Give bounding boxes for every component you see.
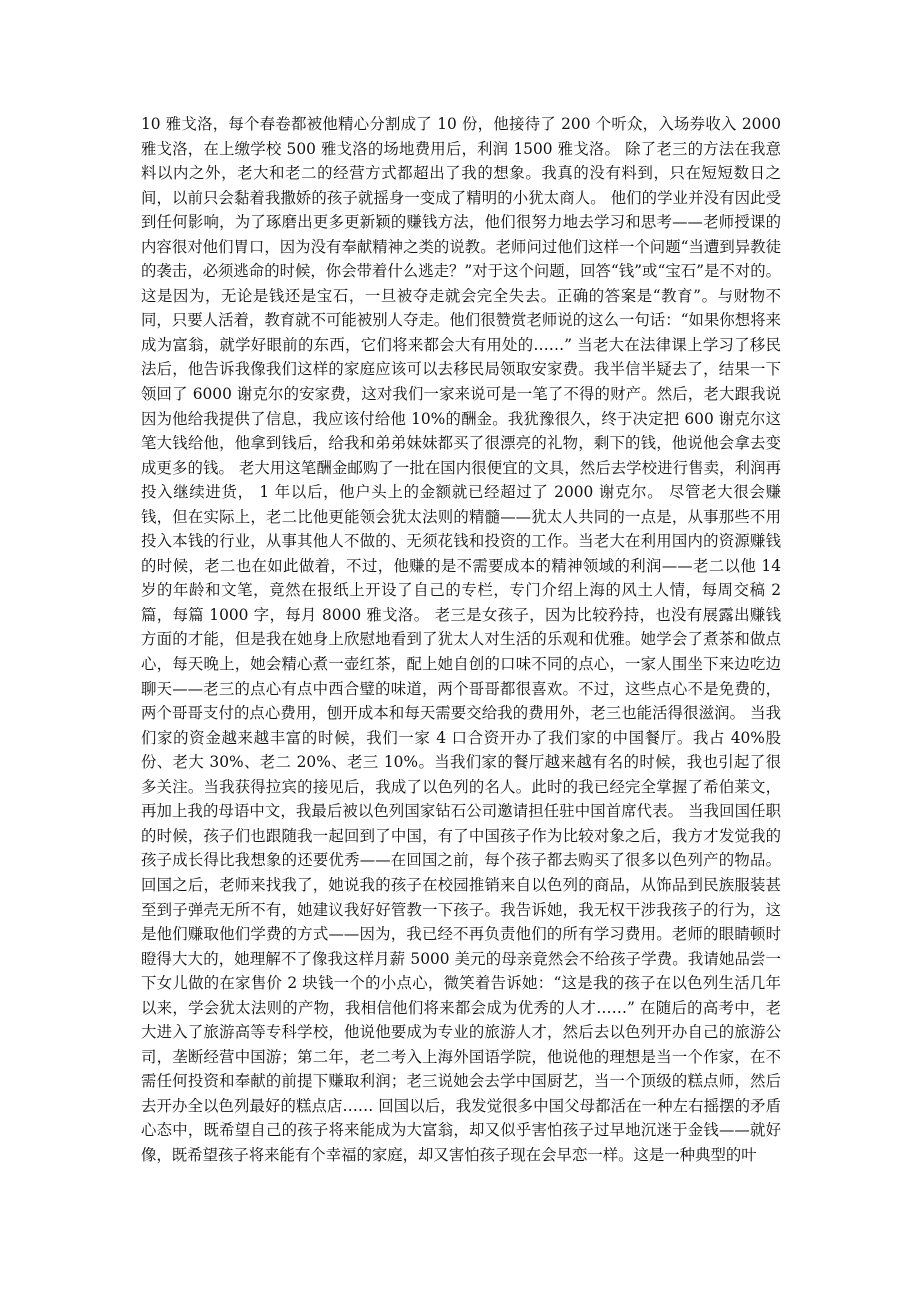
body-text: 10 雅戈洛，每个春卷都被他精心分割成了 10 份，他接待了 200 个听众，入场券收入 2000 雅戈洛，在上缴学校 500 雅戈洛的场地费用后，利润 1500 雅戈洛。 除了老三的方法在我意料以内之外，老大和老二的经营方式都超出了我的想象。我真的没有料到，只在短短数日之间，以前只会黏着我撒娇的孩子就摇身一变成了精明的小犹太商人。 他们的学业并没有因此受到任何影响，为了琢磨出更多更新颖的赚钱方法，他们很努力地去学习和思考——老师授课的内容很对他们胃口，因为没有奉献精神之类的说教。老师问过他们这样一个问题“当遭到异教徒的袭击，必须逃命的时候，你会带着什么逃走？”对于这个问题，回答“钱”或“宝石”是不对的。这是因为，无论是钱还是宝石，一旦被夺走就会完全失去。正确的答案是“教育”。与财物不同，只要人活着，教育就不可能被别人夺走。他们很赞赏老师说的这么一句话：“如果你想将来成为富翁，就学好眼前的东西，它们将来都会大有用处的……” 当老大在法律课上学习了移民法后，他告诉我像我们这样的家庭应该可以去移民局领取安家费。我半信半疑去了，结果一下领回了 6000 谢克尔的安家费，这对我们一家来说可是一笔了不得的财产。然后，老大跟我说因为他给我提供了信息，我应该付给他 10%的酬金。我犹豫很久，终于决定把 600 谢克尔这笔大钱给他，他拿到钱后，给我和弟弟妹妹都买了很漂亮的礼物，剩下的钱，他说他会拿去变成更多的钱。 老大用这笔酬金邮购了一批在国内很便宜的文具，然后去学校进行售卖，利润再投入继续进货， 1 年以后，他户头上的金额就已经超过了 2000 谢克尔。 尽管老大很会赚钱，但在实际上，老二比他更能领会犹太法则的精髓——犹太人共同的一点是，从事那些不用投入本钱的行业，从事其他人不做的、无须花钱和投资的工作。当老大在利用国内的资源赚钱的时候，老二也在如此做着，不过，他赚的是不需要成本的精神领域的利润——老二以他 14 岁的年龄和文笔，竟然在报纸上开设了自己的专栏，专门介绍上海的风土人情，每周交稿 2 篇，每篇 1000 字，每月 8000 雅戈洛。 老三是女孩子，因为比较矜持，也没有展露出赚钱方面的才能，但是我在她身上欣慰地看到了犹太人对生活的乐观和优雅。她学会了煮茶和做点心，每天晚上，她会精心煮一壶红茶，配上她自创的口味不同的点心，一家人围坐下来边吃边聊天——老三的点心有点中西合璧的味道，两个哥哥都很喜欢。不过，这些点心不是免费的，两个哥哥支付的点心费用，刨开成本和每天需要交给我的费用外，老三也能活得很滋润。 当我们家的资金越来越丰富的时候，我们一家 4 口合资开办了我们家的中国餐厅。我占 40%股份、老大 30%、老二 20%、老三 10%。当我们家的餐厅越来越有名的时候，我也引起了很多关注。当我获得拉宾的接见后，我成了以色列的名人。此时的我已经完全掌握了希伯莱文，再加上我的母语中文，我最后被以色列国家钻石公司邀请担任驻中国首席代表。 当我回国任职的时候，孩子们也跟随我一起回到了中国，有了中国孩子作为比较对象之后，我方才发觉我的孩子成长得比我想象的还要优秀——在回国之前，每个孩子都去购买了很多以色列产的物品。回国之后，老师来找我了，她说我的孩子在校园推销来自以色列的商品，从饰品到民族服装甚至到子弹壳无所不有，她建议我好好管教一下孩子。我告诉她，我无权干涉我孩子的行为，这是他们赚取他们学费的方式——因为，我已经不再负责他们的所有学习费用。老师的眼睛顿时瞪得大大的，她理解不了像我这样月薪 5000 美元的母亲竟然会不给孩子学费。我请她品尝一下女儿做的在家售价 2 块钱一个的小点心，微笑着告诉她：“这是我的孩子在以色列生活几年以来，学会犹太法则的产物，我相信他们将来都会成为优秀的人才……” 在随后的高考中，老大进入了旅游高等专科学校，他说他要成为专业的旅游人才，然后去以色列开办自己的旅游公司，垄断经营中国游；第二年，老二考入上海外国语学院，他说他的理想是当一个作家，在不需任何投资和奉献的前提下赚取利润；老三说她会去学中国厨艺，当一个顶级的糕点师，然后去开办全以色列最好的糕点店…… 回国以后，我发觉很多中国父母都活在一种左右摇摆的矛盾心态中，既希望自己的孩子将来能成为大富翁，却又似乎害怕孩子过早地沉迷于金钱——就好像，既希望孩子将来能有个幸福的家庭，却又害怕孩子现在会早恋一样。这是一种典型的叶 <box>141 115 781 1164</box>
document-page <box>141 112 781 1168</box>
